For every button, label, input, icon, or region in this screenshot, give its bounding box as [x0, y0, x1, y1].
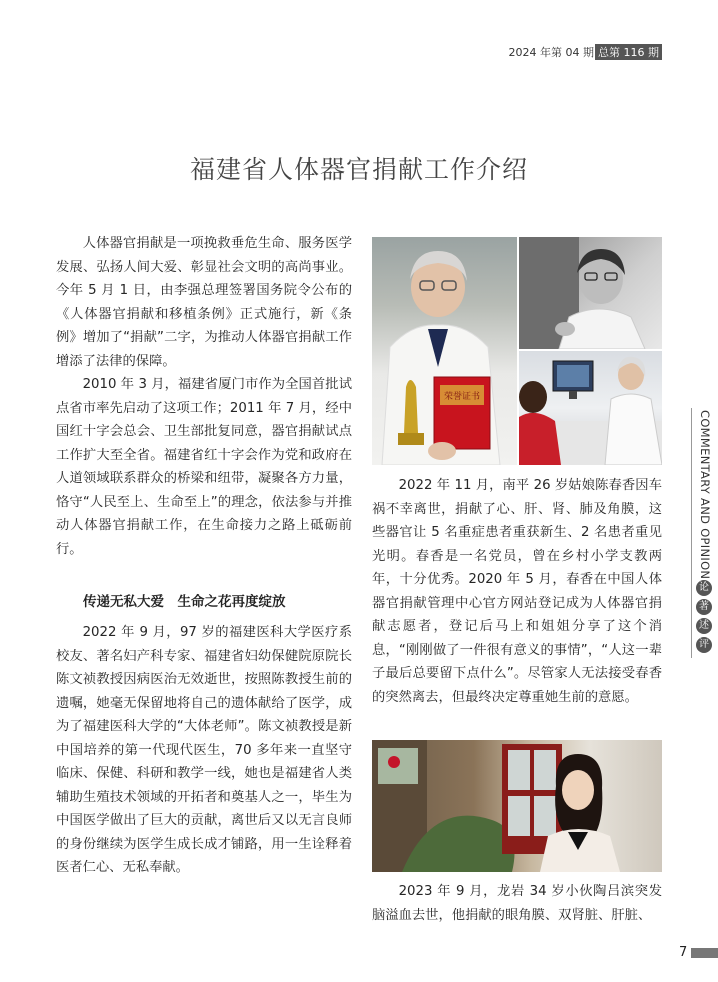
total-issue-label: 总第 116 期: [595, 44, 662, 60]
article-title: 福建省人体器官捐献工作介绍: [189, 155, 528, 184]
photo-young-man-courtyard: [372, 740, 662, 872]
section-badge: 著: [696, 599, 712, 615]
intro-paragraph: 人体器官捐献是一项挽救垂危生命、服务医学发展、弘扬人间大爱、彰显社会文明的高尚事业。今年 5 月 1 日，由李强总理签署国务院令公布的《人体器官捐献和移植条例》正式施行，新《条例》增加了“捐献”二字，为推动人体器官捐献工作增添了法律的保障。: [56, 236, 352, 369]
section-badge: 述: [696, 618, 712, 634]
section-english-label: COMMENTARY AND OPINION: [698, 410, 712, 580]
photo-clinic-consultation: [519, 351, 662, 465]
page-number: 7: [679, 945, 688, 960]
taolvbin-story-paragraph: 2023 年 9 月，龙岩 34 岁小伙陶吕滨突发脑溢血去世，他捐献的眼角膜、双肾脏、肝脏、: [372, 884, 662, 923]
photo-doctor-certificate: [372, 237, 517, 465]
section-badges: [696, 580, 712, 656]
section-badge: 论: [696, 580, 712, 596]
right-column-text-2: [372, 880, 662, 927]
section-side-tab: [691, 408, 718, 658]
left-column: [56, 232, 352, 880]
issue-header: [509, 44, 662, 60]
right-column-text-1: [372, 474, 662, 709]
issue-label: 2024 年第 04 期: [508, 46, 594, 59]
professor-story-paragraph: 2022 年 9 月，97 岁的福建医科大学医疗系校友、著名妇产科专家、福建省妇幼保健院原院长陈文祯教授因病医治无效逝世，按照陈教授生前的遗嘱，她毫无保留地将自己的遗体献给了医学，成为了福建医科大学的“大体老师”。陈文祯教授是新中国培养的第一代现代医生，70 多年来一直坚守临床、保健、科研和教学一线，她也是福建省人类辅助生殖技术领域的开拓者和奠基人之一，毕生为中国医学做出了巨大的贡献，离世后又以无言良师的身份继续为医学生成长成才铺路，用一生诠释着医者仁心、无私奉献。: [56, 625, 352, 875]
chunxiang-story-paragraph: 2022 年 11 月，南平 26 岁姑娘陈春香因车祸不幸离世，捐献了心、肝、肾、肺及角膜，这些器官让 5 名重症患者重获新生、2 名患者重见光明。春香是一名党员，曾在乡村小学支教两年，十分优秀。2020 年 5 月，春香在中国人体器官捐献管理中心官方网站登记成为人体器官捐献志愿者，登记后马上和姐姐分享了这个消息，“刚刚做了一件很有意义的事情”，“人这一辈子最后总要留下点什么”。尽管家人无法接受春香的突然离去，但最终决定尊重她生前的意愿。: [372, 478, 662, 705]
section-subheading: 传递无私大爱 生命之花再度绽放: [83, 594, 286, 610]
photo-doctor-portrait: [519, 237, 662, 349]
page-number-bar: [691, 948, 718, 958]
section-badge: 评: [696, 637, 712, 653]
history-paragraph: 2010 年 3 月，福建省厦门市作为全国首批试点省市率先启动了这项工作；2011 年 7 月，经中国红十字会总会、卫生部批复同意，器官捐献试点工作扩大至全省。福建省红十字会作为党和政府在人道领域联系群众的桥梁和纽带，凝聚各方力量，恪守“人民至上、生命至上”的理念，依法参与并推动人体器官捐献工作，在生命接力之路上砥砺前行。: [56, 377, 352, 557]
certificate-text: 荣誉证书: [443, 392, 481, 402]
